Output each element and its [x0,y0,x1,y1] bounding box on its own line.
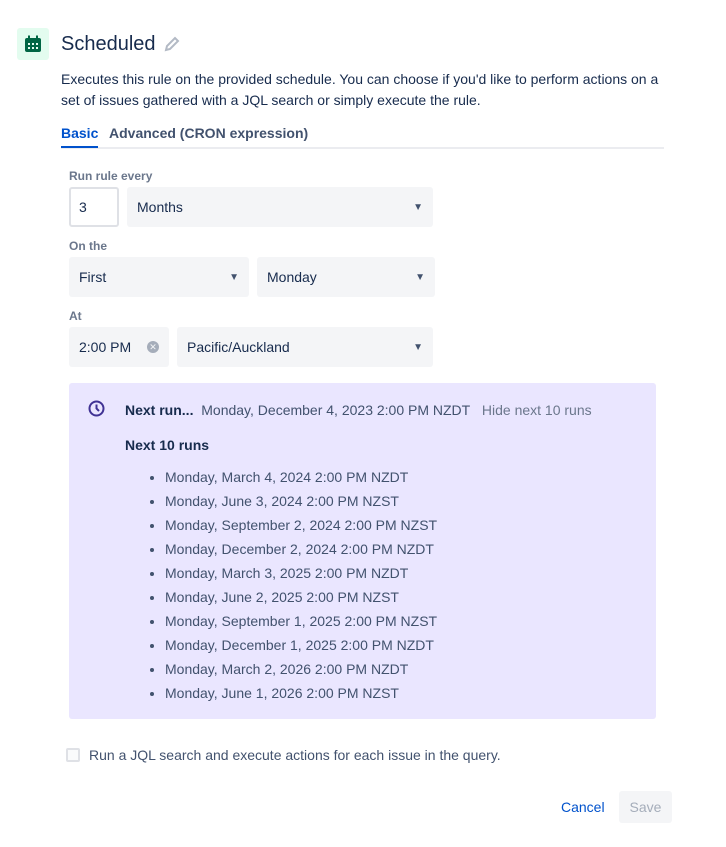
run-item: • Monday, September 2, 2024 2:00 PM NZST [165,513,437,537]
clock-icon [88,400,105,420]
clear-icon[interactable]: ✕ [147,341,159,353]
chevron-down-icon: ▼ [413,201,423,213]
time-input[interactable] [69,327,169,367]
chevron-down-icon: ▼ [413,341,423,353]
run-item: • Monday, December 1, 2025 2:00 PM NZDT [165,633,437,657]
timezone-select[interactable] [177,327,433,367]
ordinal-value: First [79,269,107,285]
run-item: • Monday, June 3, 2024 2:00 PM NZST [165,489,437,513]
time-value: 2:00 PM [79,339,132,355]
jql-checkbox-label[interactable]: Run a JQL search and execute actions for each issue in the query. [89,747,501,763]
run-item: • Monday, December 2, 2024 2:00 PM NZDT [165,537,437,561]
run-item: • Monday, June 2, 2025 2:00 PM NZST [165,585,437,609]
timezone-value: Pacific/Auckland [187,339,290,355]
at-label: At [69,309,82,323]
description: Executes this rule on the provided schedule. You can choose if you'd like to perform actions on a set of issues gathered with a JQL search or simply execute the rule. [61,71,659,108]
on-the-label: On the [69,239,107,253]
next-run-label: Next run... [125,402,194,418]
runs-list [165,465,437,705]
ordinal-select[interactable] [69,257,249,297]
period-value: Months [137,199,183,215]
hide-runs-link[interactable]: Hide next 10 runs [481,402,592,418]
run-item: • Monday, March 4, 2024 2:00 PM NZDT [165,465,437,489]
cancel-button[interactable]: Cancel [561,799,605,815]
weekday-select[interactable] [257,257,435,297]
run-item: • Monday, March 2, 2026 2:00 PM NZDT [165,657,437,681]
jql-checkbox[interactable] [66,748,80,762]
edit-pencil-icon[interactable] [163,35,181,56]
next-run-value: Monday, December 4, 2023 2:00 PM NZDT [201,402,471,418]
run-item: • Monday, September 1, 2025 2:00 PM NZST [165,609,437,633]
tab-basic[interactable]: Basic [61,125,99,141]
tab-list [61,124,664,149]
chevron-down-icon: ▼ [415,271,425,283]
next-run-panel [69,383,656,719]
run-every-label: Run rule every [69,169,153,183]
calendar-icon [17,28,49,60]
save-button[interactable]: Save [619,791,672,823]
chevron-down-icon: ▼ [229,271,239,283]
tab-advanced[interactable]: Advanced (CRON expression) [109,125,309,141]
run-item: • Monday, March 3, 2025 2:00 PM NZDT [165,561,437,585]
weekday-value: Monday [267,269,317,285]
interval-input[interactable]: 3 [69,187,119,227]
next-runs-title: Next 10 runs [125,437,210,453]
page-title: Scheduled [61,33,156,55]
run-item: • Monday, June 1, 2026 2:00 PM NZST [165,681,437,705]
period-select[interactable] [127,187,433,227]
